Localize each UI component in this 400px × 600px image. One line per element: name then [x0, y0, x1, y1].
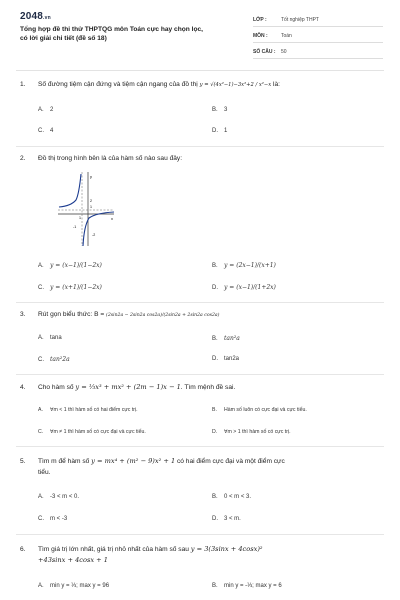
- option-d[interactable]: [212, 516, 241, 522]
- option-text: 2: [50, 107, 54, 113]
- option-text: 3: [224, 107, 228, 113]
- option-c[interactable]: [38, 356, 70, 363]
- option-text: tan2a: [224, 356, 240, 362]
- meta-row-class: [253, 14, 383, 27]
- option-b[interactable]: [212, 583, 282, 589]
- question-number: 6.: [20, 546, 26, 553]
- option-d[interactable]: [212, 429, 291, 435]
- option-text: ∀m ≠ 1 thì hàm số có cực đại và cực tiểu.: [50, 429, 146, 435]
- question-1: [20, 81, 280, 88]
- question-4: [20, 383, 235, 391]
- option-d[interactable]: [212, 284, 276, 291]
- option-a[interactable]: [38, 494, 79, 500]
- question-number: 5.: [20, 458, 26, 465]
- function-graph: [56, 170, 116, 248]
- exam-meta: [253, 14, 383, 62]
- option-text: tan²2a: [50, 356, 70, 363]
- option-letter: B.: [212, 107, 218, 113]
- option-letter: B.: [212, 583, 218, 589]
- option-letter: A.: [38, 583, 44, 589]
- option-c[interactable]: [38, 128, 53, 134]
- question-divider: [16, 374, 384, 375]
- option-text: min y = -⅓; max y = 6: [224, 583, 282, 589]
- tick-y-minus-2: -2: [92, 233, 96, 237]
- meta-value: Toán: [281, 33, 292, 39]
- tick-x: 1: [79, 216, 81, 220]
- x-axis-label: x: [111, 216, 113, 221]
- option-c[interactable]: [38, 284, 102, 291]
- option-letter: B.: [212, 407, 217, 413]
- question-2: [20, 155, 182, 162]
- option-text: min y = ⅓; max y = 96: [50, 583, 110, 589]
- option-text: y = (x+1)/(1−2x): [50, 284, 102, 291]
- option-letter: D.: [212, 429, 218, 435]
- option-c[interactable]: [38, 429, 146, 435]
- option-text: Hàm số luôn có cực đại và cực tiểu.: [224, 407, 307, 413]
- option-letter: B.: [212, 263, 218, 269]
- site-logo[interactable]: [20, 11, 51, 22]
- question-3: [20, 311, 219, 318]
- option-letter: D.: [212, 128, 218, 134]
- question-number: 1.: [20, 81, 26, 88]
- option-text: 1: [224, 128, 228, 134]
- option-letter: B.: [212, 494, 218, 500]
- question-text: Số đường tiệm cận đứng và tiệm cận ngang của đồ thị: [38, 81, 198, 88]
- question-formula: y = √(4x²−1)−3x²+2 / x²−x: [199, 82, 272, 88]
- option-text: y = (2x−1)/(x+1): [224, 262, 276, 269]
- question-suffix: . Tìm mệnh đề sai.: [180, 384, 236, 391]
- option-letter: C.: [38, 429, 44, 435]
- y-axis-label: y: [90, 174, 92, 179]
- option-text: 3 < m.: [224, 516, 241, 522]
- option-text: 0 < m < 3.: [224, 494, 252, 500]
- logo-sub: .vn: [43, 15, 51, 21]
- question-text: Tìm m để hàm số: [38, 458, 90, 465]
- question-6: [20, 544, 370, 566]
- option-a[interactable]: [38, 407, 138, 413]
- tick-y-1: 1: [90, 205, 92, 209]
- question-text: Cho hàm số: [38, 384, 74, 391]
- question-text: Đồ thị trong hình bên là của hàm số nào sau đây:: [38, 155, 183, 162]
- option-text: -3 < m < 0.: [50, 494, 80, 500]
- option-a[interactable]: [38, 107, 53, 113]
- meta-row-subject: [253, 30, 383, 43]
- question-divider: [16, 446, 384, 447]
- question-suffix: có hai điểm cực đại và một điểm cực: [177, 458, 285, 465]
- option-letter: D.: [212, 516, 218, 522]
- meta-key: SỐ CÂU :: [253, 49, 276, 55]
- question-divider: [16, 534, 384, 535]
- option-a[interactable]: [38, 335, 62, 341]
- title-line-1: Tổng hợp đề thi thử THPTQG môn Toán cực hay chọn lọc,: [20, 26, 203, 33]
- option-letter: C.: [38, 128, 44, 134]
- option-text: tan²a: [224, 335, 240, 342]
- title-line-2: có lời giải chi tiết (đề số 18): [20, 35, 107, 42]
- meta-key: MÔN :: [253, 33, 268, 39]
- meta-value: Tốt nghiệp THPT: [281, 17, 319, 23]
- meta-value: 50: [281, 49, 287, 55]
- exam-title: [20, 25, 255, 43]
- option-d[interactable]: [212, 128, 227, 134]
- meta-row-count: [253, 46, 383, 59]
- question-number: 4.: [20, 384, 26, 391]
- option-text: tana: [50, 335, 62, 341]
- option-a[interactable]: [38, 262, 102, 269]
- option-text: ∀m > 1 thì hàm số có cực trị.: [224, 429, 291, 435]
- option-letter: A.: [38, 335, 44, 341]
- question-text: Tìm giá trị lớn nhất, giá trị nhỏ nhất của hàm số sau: [38, 546, 189, 553]
- question-text-line-2: +43sinx + 4cosx + 1: [38, 556, 108, 564]
- header-divider: [16, 70, 384, 71]
- question-divider: [16, 302, 384, 303]
- option-d[interactable]: [212, 356, 239, 362]
- option-b[interactable]: [212, 335, 240, 342]
- option-b[interactable]: [212, 262, 276, 269]
- option-b[interactable]: [212, 107, 227, 113]
- curve-left-branch: [59, 174, 81, 207]
- tick-y-2: 2: [90, 199, 92, 203]
- option-c[interactable]: [38, 516, 67, 522]
- option-text: y = (x−1)/(1−2x): [50, 262, 102, 269]
- option-letter: D.: [212, 285, 218, 291]
- question-formula: y = ⅓x³ + mx² + (2m − 1)x − 1: [75, 383, 181, 391]
- option-text: 4: [50, 128, 54, 134]
- question-formula: (2sin2a − 2sin2a cos2a)/(2sin2a + 2sin2a cos2a): [106, 313, 220, 318]
- option-letter: A.: [38, 263, 44, 269]
- option-letter: C.: [38, 357, 44, 363]
- option-text: y = (x−1)/(1+2x): [224, 284, 276, 291]
- option-b[interactable]: [212, 407, 307, 413]
- option-text: ∀m < 1 thì hàm số có hai điểm cực trị.: [50, 407, 138, 413]
- option-a[interactable]: [38, 583, 109, 589]
- question-suffix: là:: [272, 81, 280, 88]
- option-letter: B.: [212, 336, 218, 342]
- question-formula: y = 3(3sinx + 4cosx)²: [190, 545, 263, 553]
- option-letter: A.: [38, 107, 44, 113]
- option-letter: D.: [212, 356, 218, 362]
- option-letter: C.: [38, 516, 44, 522]
- question-text: Rút gọn biểu thức: B =: [38, 311, 105, 318]
- question-formula: y = mx⁴ + (m² − 9)x² + 1: [91, 457, 176, 465]
- logo-main: 2048: [20, 11, 44, 22]
- tick-y-minus-1: -1: [73, 225, 77, 229]
- meta-key: LỚP :: [253, 17, 267, 23]
- option-letter: A.: [38, 494, 44, 500]
- question-number: 3.: [20, 311, 26, 318]
- question-5: [20, 456, 370, 478]
- option-letter: C.: [38, 285, 44, 291]
- question-divider: [16, 146, 384, 147]
- option-letter: A.: [38, 407, 43, 413]
- question-number: 2.: [20, 155, 26, 162]
- question-text-line-2: tiểu.: [38, 469, 51, 476]
- option-text: m < -3: [50, 516, 68, 522]
- option-b[interactable]: [212, 494, 251, 500]
